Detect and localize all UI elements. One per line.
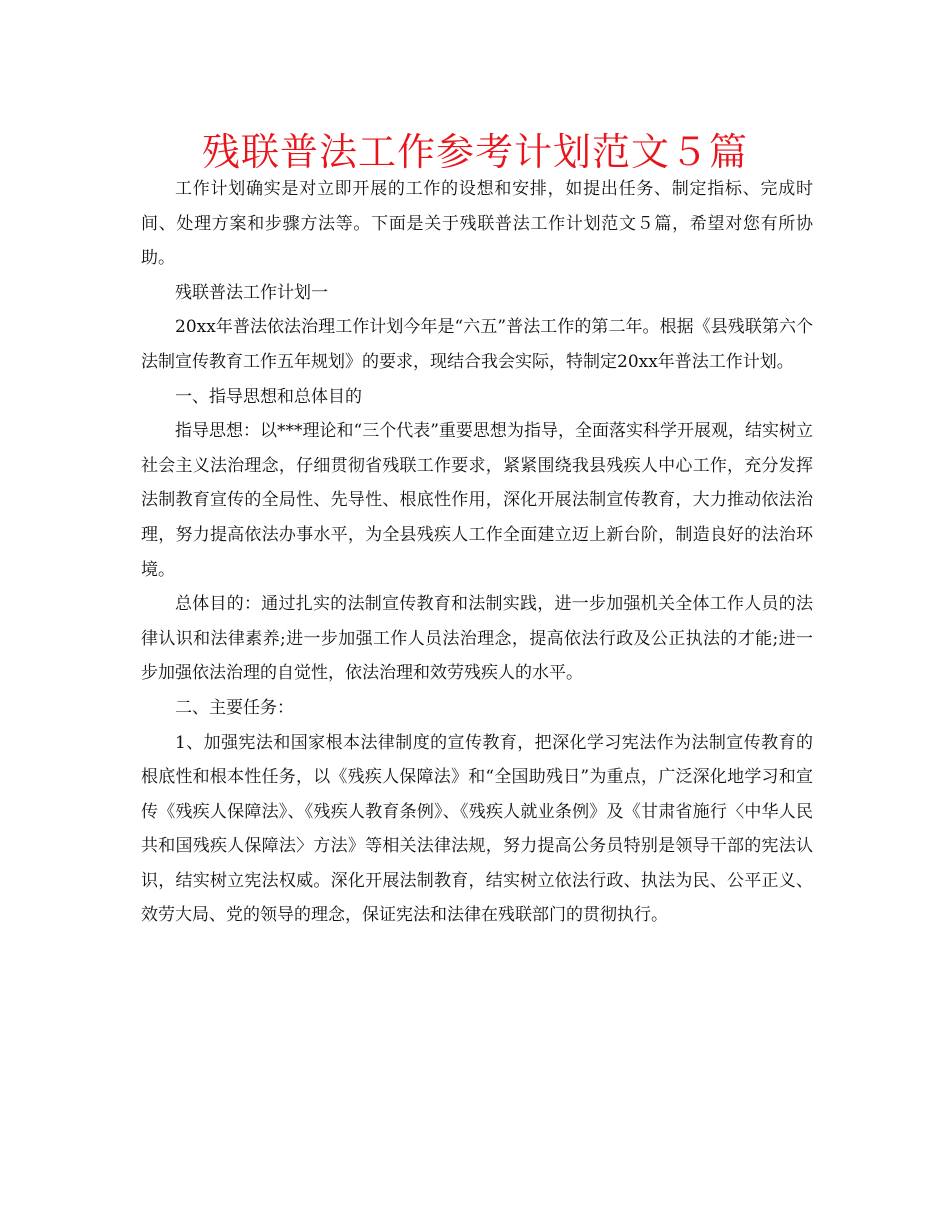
overall-goal-paragraph: 总体目的：通过扎实的法制宣传教育和法制实践，进一步加强机关全体工作人员的法律认识和法律素养;进一步加强工作人员法治理念，提高依法行政及公正执法的才能;进一步加强依法治理的自觉性，依法治理和效劳残疾人的水平。	[141, 594, 813, 684]
section-heading-plan-one: 残联普法工作计划一	[175, 282, 328, 303]
intro-paragraph: 工作计划确实是对立即开展的工作的设想和安排，如提出任务、制定指标、完成时间、处理方案和步骤方法等。下面是关于残联普法工作计划范文５篇，希望对您有所协助。	[141, 179, 813, 269]
document-title: 残联普法工作参考计划范文５篇	[201, 130, 748, 174]
task-one-paragraph: 1、加强宪法和国家根本法律制度的宣传教育，把深化学习宪法作为法制宣传教育的根底性和根本性任务，以《残疾人保障法》和“全国助残日”为重点，广泛深化地学习和宣传《残疾人保障法》、《残疾人教育条例》、《残疾人就业条例》及《甘肃省施行〈中华人民共和国残疾人保障法〉方法》等相关法律法规，努力提高公务员特别是领导干部的宪法认识，结实树立宪法权威。深化开展法制教育，结实树立依法行政、执法为民、公平正义、效劳大局、党的领导的理念，保证宪法和法律在残联部门的贯彻执行。	[141, 732, 813, 926]
document-body	[141, 172, 813, 933]
guiding-ideology-paragraph: 指导思想：以***理论和“三个代表”重要思想为指导，全面落实科学开展观，结实树立社会主义法治理念，仔细贯彻省残联工作要求，紧紧围绕我县残疾人中心工作，充分发挥法制教育宣传的全局性、先导性、根底性作用，深化开展法制宣传教育，大力推动依法治理，努力提高依法办事水平，为全县残疾人工作全面建立迈上新台阶，制造良好的法治环境。	[141, 421, 813, 580]
plan-background-paragraph: 20xx年普法依法治理工作计划今年是“六五”普法工作的第二年。根据《县残联第六个法制宣传教育工作五年规划》的要求，现结合我会实际，特制定20xx年普法工作计划。	[141, 317, 813, 372]
section-heading-guiding-ideology: 一、指导思想和总体目的	[175, 386, 362, 407]
section-heading-main-tasks: 二、主要任务：	[175, 697, 294, 718]
